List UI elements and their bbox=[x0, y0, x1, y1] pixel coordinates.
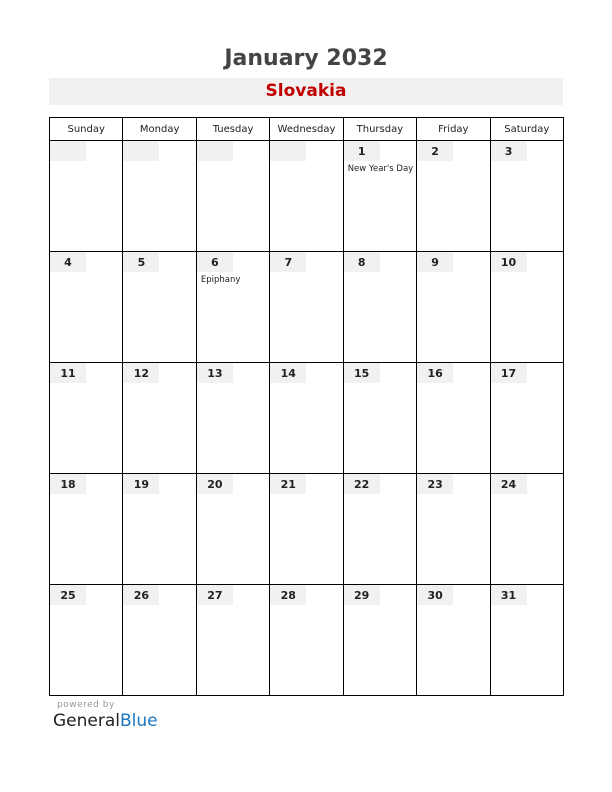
day-cell bbox=[196, 585, 269, 696]
day-cell bbox=[343, 474, 416, 585]
day-cell bbox=[490, 474, 563, 585]
day-number: 4 bbox=[50, 252, 86, 272]
day-cell bbox=[270, 585, 343, 696]
day-cell bbox=[417, 585, 490, 696]
day-number: 5 bbox=[123, 252, 159, 272]
day-cell bbox=[343, 252, 416, 363]
day-cell bbox=[123, 474, 196, 585]
day-number: 7 bbox=[270, 252, 306, 272]
day-number: 8 bbox=[344, 252, 380, 272]
day-cell bbox=[270, 474, 343, 585]
day-cell bbox=[417, 141, 490, 252]
day-number: 12 bbox=[123, 363, 159, 383]
day-cell bbox=[196, 252, 269, 363]
day-number: 14 bbox=[270, 363, 306, 383]
day-number: 1 bbox=[344, 141, 380, 161]
page-title: January 2032 bbox=[224, 46, 388, 71]
day-number: 29 bbox=[344, 585, 380, 605]
day-number: 13 bbox=[197, 363, 233, 383]
day-cell bbox=[417, 363, 490, 474]
day-cell bbox=[270, 252, 343, 363]
week-row bbox=[50, 585, 564, 696]
week-row bbox=[50, 363, 564, 474]
country-banner: Slovakia bbox=[49, 78, 563, 105]
day-number bbox=[270, 141, 306, 161]
day-number: 30 bbox=[417, 585, 453, 605]
day-cell bbox=[50, 141, 123, 252]
day-number: 11 bbox=[50, 363, 86, 383]
day-cell bbox=[123, 252, 196, 363]
day-number: 25 bbox=[50, 585, 86, 605]
day-number bbox=[197, 141, 233, 161]
day-number: 3 bbox=[491, 141, 527, 161]
day-number: 23 bbox=[417, 474, 453, 494]
day-number: 10 bbox=[491, 252, 527, 272]
day-cell bbox=[50, 474, 123, 585]
day-cell bbox=[196, 141, 269, 252]
day-number: 26 bbox=[123, 585, 159, 605]
day-number: 19 bbox=[123, 474, 159, 494]
weekday-header: Monday bbox=[123, 118, 196, 141]
day-number: 22 bbox=[344, 474, 380, 494]
calendar-grid bbox=[49, 117, 564, 696]
week-row bbox=[50, 252, 564, 363]
day-number: 18 bbox=[50, 474, 86, 494]
day-cell bbox=[490, 585, 563, 696]
day-number: 16 bbox=[417, 363, 453, 383]
day-cell bbox=[123, 363, 196, 474]
day-number: 24 bbox=[491, 474, 527, 494]
day-number: 20 bbox=[197, 474, 233, 494]
day-cell bbox=[490, 363, 563, 474]
day-number: 21 bbox=[270, 474, 306, 494]
day-number bbox=[123, 141, 159, 161]
week-row bbox=[50, 141, 564, 252]
day-cell bbox=[270, 141, 343, 252]
week-row bbox=[50, 474, 564, 585]
day-cell bbox=[490, 252, 563, 363]
day-cell bbox=[343, 363, 416, 474]
weekday-header: Tuesday bbox=[196, 118, 269, 141]
day-cell bbox=[50, 585, 123, 696]
holiday-label: Epiphany bbox=[200, 275, 241, 285]
day-cell bbox=[417, 474, 490, 585]
holiday-label: New Year's Day bbox=[347, 164, 414, 174]
weekday-header: Sunday bbox=[50, 118, 123, 141]
logo-general: General bbox=[53, 711, 120, 731]
day-cell bbox=[50, 363, 123, 474]
day-number: 17 bbox=[491, 363, 527, 383]
day-cell bbox=[490, 141, 563, 252]
weekday-header: Saturday bbox=[490, 118, 563, 141]
day-cell bbox=[50, 252, 123, 363]
day-number: 6 bbox=[197, 252, 233, 272]
logo-blue: Blue bbox=[120, 711, 158, 731]
weekday-header: Thursday bbox=[343, 118, 416, 141]
day-number: 31 bbox=[491, 585, 527, 605]
day-cell bbox=[417, 252, 490, 363]
weekday-header: Wednesday bbox=[270, 118, 343, 141]
day-cell bbox=[270, 363, 343, 474]
day-number: 15 bbox=[344, 363, 380, 383]
day-cell bbox=[343, 141, 416, 252]
day-cell bbox=[123, 141, 196, 252]
day-cell bbox=[196, 474, 269, 585]
day-cell bbox=[123, 585, 196, 696]
day-number bbox=[50, 141, 86, 161]
day-number: 9 bbox=[417, 252, 453, 272]
day-number: 2 bbox=[417, 141, 453, 161]
powered-by-text: powered by bbox=[57, 700, 115, 710]
day-number: 28 bbox=[270, 585, 306, 605]
day-cell bbox=[196, 363, 269, 474]
weekday-header: Friday bbox=[417, 118, 490, 141]
day-cell bbox=[343, 585, 416, 696]
day-number: 27 bbox=[197, 585, 233, 605]
generalblue-logo[interactable] bbox=[53, 711, 158, 731]
